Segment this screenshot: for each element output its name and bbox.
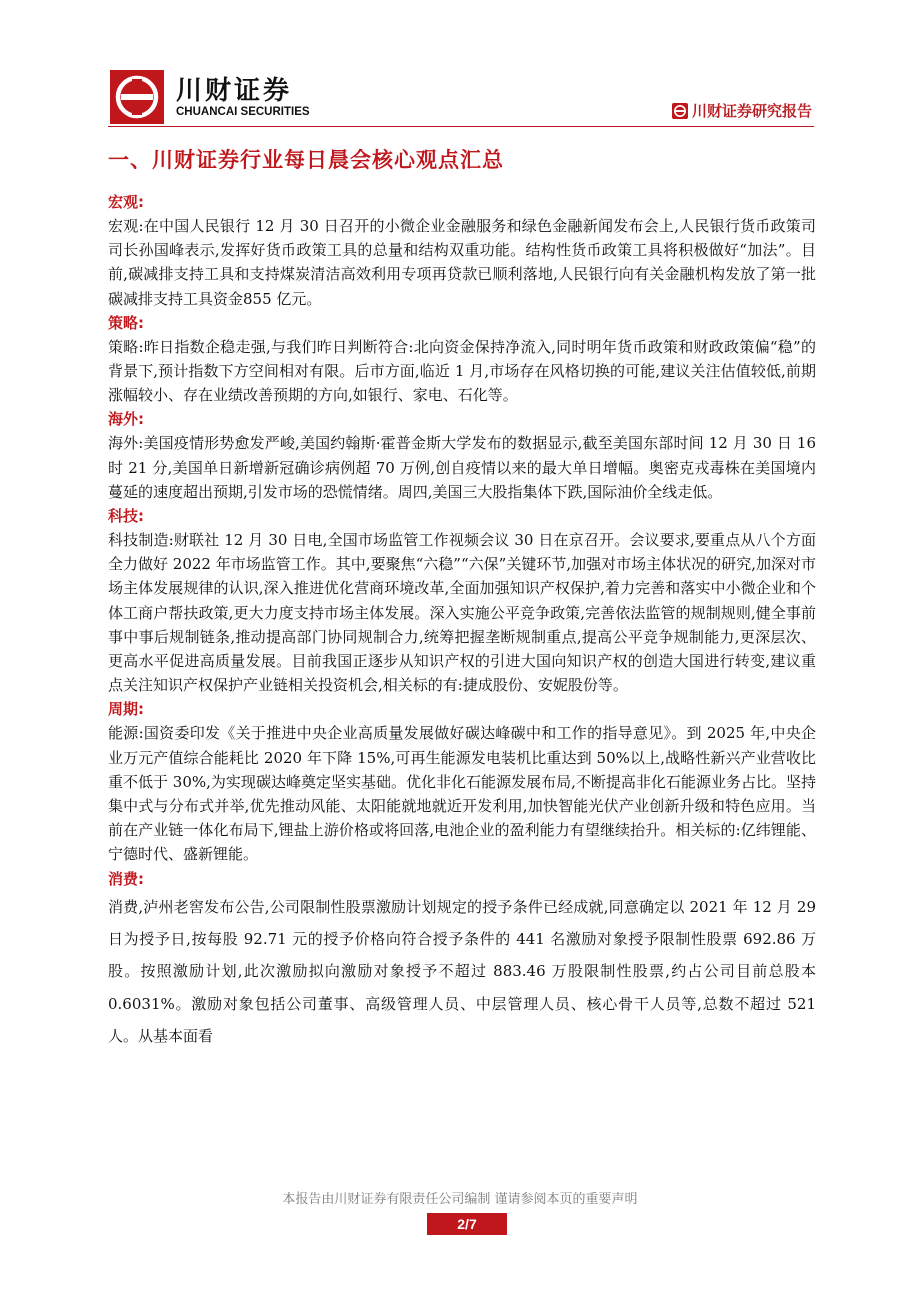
section-text-strategy: 策略:昨日指数企稳走强,与我们昨日判断符合:北向资金保持净流入,同时明年货币政策和财政政策偏“稳”的背景下,预计指数下方空间相对有限。后市方面,临近 1 月,市场存在风格切换的可能,建议关注估值较低,前期涨幅较小、存在业绩改善预期的方向,如银行、家电、石化等。 (108, 337, 816, 405)
section-text-cycle: 能源:国资委印发《关于推进中央企业高质量发展做好碳达峰碳中和工作的指导意见》。到 2025 年,中央企业万元产值综合能耗比 2020 年下降 15%,可再生能源发电装机比重达到 50%以上,战略性新兴产业营收比重不低于 30%,为实现碳达峰奠定坚实基础。优化非化石能源发展布局,不断提高非化石能源业务占比。坚持集中式与分布式并举,优先推动风能、太阳能就地就近开发利用,加快智能光伏产业创新升级和特色应用。当前在产业链一体化布局下,锂盐上游价格或将回落,电池企业的盈利能力有望继续抬升。相关标的:亿纬锂能、宁德时代、盛新锂能。 (108, 724, 816, 864)
section-text-consumer: 消费,泸州老窖发布公告,公司限制性股票激励计划规定的授予条件已经成就,同意确定以 2021 年 12 月 29 日为授予日,按每股 92.71 元的授予价格向符合授予条件的 441 名激励对象授予限制性股票 692.86 万股。按照激励计划,此次激励拟向激励对象授予不超过 883.46 万股限制性股票,约占公司目前总股本 0.6031%。激励对象包括公司董事、高级管理人员、中层管理人员、核心骨干人员等,总数不超过 521 人。从基本面看 (108, 897, 816, 1046)
footer-disclaimer: 本报告由川财证券有限责任公司编制 谨请参阅本页的重要声明 (282, 1192, 638, 1207)
section-text-overseas: 海外:美国疫情形势愈发严峻,美国约翰斯·霍普金斯大学发布的数据显示,截至美国东部时间 12 月 30 日 16 时 21 分,美国单日新增新冠确诊病例超 70 万例,创自疫情以来的最大单日增幅。奥密克戎毒株在美国境内蔓延的速度超出预期,引发市场的恐慌情绪。周四,美国三大股指集体下跌,国际油价全线走低。 (108, 434, 816, 501)
morning-meeting-summary (108, 190, 816, 1053)
section-heading-macro: 宏观: (108, 193, 144, 211)
section-text-tech: 科技制造:财联社 12 月 30 日电,全国市场监管工作视频会议 30 日在京召开。会议要求,要重点从八个方面全力做好 2022 年市场监管工作。其中,要聚焦“六稳”“六保”关键环节,加强对市场主体状况的研究,加深对市场主体发展规律的认识,深入推进优化营商环境改革,全面加强知识产权保护,着力完善和落实中小微企业和个体工商户帮扶政策,更大力度支持市场主体发展。深入实施公平竞争政策,完善依法监管的规制规则,健全事前事中事后规制链条,推动提高部门协同规制合力,统筹把握垄断规制重点,提高公平竞争规制能力,更深层次、更高水平促进高质量发展。目前我国正逐步从知识产权的引进大国向知识产权的创造大国进行转变,建议重点关注知识产权保护产业链相关投资机会,相关标的有:捷成股份、安妮股份等。 (108, 531, 816, 695)
logo-name-cn: 川财证券 (176, 76, 293, 106)
logo-name-en: CHUANCAI SECURITIES (176, 106, 310, 118)
section-heading-strategy: 策略: (108, 313, 144, 332)
report-label-text: 川财证券研究报告 (691, 102, 812, 120)
chuancai-small-logo-icon (672, 103, 688, 119)
section-heading-consumer: 消费: (108, 869, 144, 888)
section-title: 一、川财证券行业每日晨会核心观点汇总 (108, 148, 504, 172)
header-divider (108, 126, 814, 127)
page-number: 2/7 (427, 1213, 507, 1235)
page-header (108, 66, 814, 128)
section-heading-tech: 科技: (108, 507, 144, 526)
section-heading-cycle: 周期: (108, 700, 144, 719)
chuancai-logo-icon (110, 70, 164, 124)
section-text-macro: 宏观:在中国人民银行 12 月 30 日召开的小微企业金融服务和绿色金融新闻发布会上,人民银行货币政策司司长孙国峰表示,发挥好货币政策工具的总量和结构双重功能。结构性货币政策工具将积极做好“加法”。目前,碳减排支持工具和支持煤炭清洁高效利用专项再贷款已顺利落地,人民银行向有关金融机构发放了第一批碳减排支持工具资金855 亿元。 (108, 217, 816, 308)
report-label (672, 100, 812, 121)
section-heading-overseas: 海外: (108, 410, 144, 429)
